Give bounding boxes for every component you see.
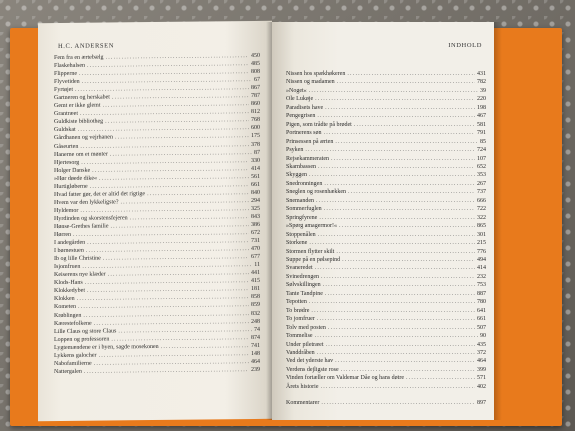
entry-title: Tepotten [286,299,307,306]
entry-title: Kometen [54,304,76,311]
entry-title: Fyrtøjet [54,87,73,94]
entry-page-number: 431 [477,71,486,77]
contents-entry [286,78,486,86]
right-contents-list [286,70,486,408]
entry-title: Snemanden [286,197,314,204]
entry-page-number: 232 [477,273,486,280]
entry-title: Ib og lille Christine [54,255,101,263]
contents-entry [286,163,486,171]
contents-entry [286,155,486,163]
contents-entry [286,171,486,179]
entry-page-number: 87 [254,149,260,156]
leader-dots [325,290,475,298]
entry-page-number: 39 [480,87,486,94]
entry-title: Guldskat [54,127,76,134]
leader-dots [335,138,478,146]
entry-title: Gemt er ikke glemt [54,102,101,110]
entry-title: Hurtigløberne [54,183,88,190]
leader-dots [311,307,475,315]
entry-page-number: 867 [251,85,260,92]
entry-page-number: 641 [477,307,486,314]
entry-page-number: 198 [477,104,486,111]
leader-dots [319,214,475,222]
leader-dots [315,264,475,272]
leader-dots [324,180,475,188]
entry-page-number: 661 [251,181,260,188]
entry-title: To jomfruer [286,316,315,323]
entry-title: Paradisets have [286,104,324,111]
leader-dots [316,197,475,205]
leader-dots [339,222,475,230]
entry-page-number: 737 [477,189,486,196]
entry-title: Lykkens galocher [54,352,97,359]
entry-title: Portnerens søn [286,130,322,137]
entry-page-number: 11 [254,262,260,269]
entry-title: Nissen og madamen [286,79,335,86]
contents-entry [54,366,260,376]
contents-entry [286,138,486,146]
entry-page-number: 148 [251,350,260,357]
entry-title: Rejsekammeraten [286,155,329,162]
contents-entry [286,324,486,332]
entry-page-number: 768 [251,117,260,124]
entry-page-number: 661 [477,316,486,323]
entry-page-number: 581 [477,121,486,128]
leader-dots [305,146,475,154]
contents-entry [286,87,486,95]
entry-page-number: 470 [251,246,260,253]
entry-title: Årets historie [286,383,319,390]
entry-page-number: 294 [251,197,260,204]
entry-title: Vinden fortæller om Valdemar Dåe og hans døtre [286,375,404,382]
entry-page-number: 887 [477,290,486,297]
entry-page-number: 731 [251,237,260,245]
leader-dots [309,298,475,306]
leader-dots [335,357,475,365]
entry-title: Klokkedybet [54,288,85,295]
leader-dots [354,121,475,129]
leader-dots [317,315,475,323]
entry-title: Nattergalen [54,368,82,375]
entry-title: Tolv med posten [286,324,326,331]
entry-title: Hjertesorg [54,159,80,166]
entry-page-number: 372 [477,349,486,356]
contents-entry [286,205,486,213]
entry-title: Vanddråben [286,349,315,356]
entry-page-number: 215 [477,240,486,247]
contents-entry [286,315,486,323]
contents-entry [286,349,486,357]
contents-entry [286,95,486,103]
entry-title: Pigen, som trådte på brødet [286,121,352,128]
entry-page-number: 722 [477,206,486,213]
entry-title: Keiserens nye klæder [54,271,106,279]
entry-page-number: 107 [477,155,486,162]
contents-entry [286,357,486,365]
entry-title: Isjomfruen [54,264,81,271]
entry-title: Springfyrene [286,214,318,221]
commentary-entry [286,399,486,407]
contents-entry [286,332,486,340]
leader-dots [317,112,475,120]
leader-dots [317,349,475,357]
entry-title: Ved det yderste hav [286,358,334,365]
leader-dots [347,70,475,78]
entry-page-number: 301 [477,231,486,238]
entry-title: »Noget« [286,87,307,94]
entry-page-number: 860 [251,101,260,108]
entry-title: Klokken [54,296,75,303]
entry-page-number: 322 [477,214,486,221]
entry-title: Skarnbassen [286,163,316,170]
entry-title: Flyvetiden [54,78,80,86]
entry-page-number: 858 [251,294,260,301]
entry-title: Tante Tandpine [286,290,323,297]
contents-entry [286,383,486,391]
entry-page-number: 897 [477,400,486,407]
contents-entry [286,298,486,306]
entry-title: Lille Claus og store Claus [54,327,117,335]
leader-dots [325,104,475,112]
entry-page-number: 378 [251,141,260,148]
right-page-header: INDHOLD [448,42,482,49]
entry-title: Suppe på en pølsepind [286,256,341,263]
entry-title: Nabofamilierne [54,360,92,367]
entry-page-number: 571 [477,375,486,382]
contents-entry [286,188,486,196]
entry-page-number: 220 [477,96,486,103]
leader-dots [324,205,475,213]
entry-page-number: 874 [251,334,260,341]
entry-title: Kærestefolkene [54,320,92,327]
entry-title: Nissen hos spækhøkeren [286,71,346,77]
entry-page-number: 464 [477,358,486,365]
entry-title: Psyken [286,147,304,154]
entry-page-number: 840 [251,189,260,196]
entry-page-number: 753 [477,282,486,289]
entry-title: »Hør døede dike« [54,175,97,182]
entry-page-number: 67 [254,77,260,84]
page-edge-shadow [494,22,502,420]
entry-page-number: 464 [251,358,260,365]
left-page [38,21,272,421]
contents-entry [286,129,486,137]
contents-entry [286,290,486,298]
entry-page-number: 832 [251,310,260,317]
entry-page-number: 85 [480,138,486,145]
leader-dots [321,273,475,281]
entry-title: Svinedrengen [286,273,319,280]
entry-title: Fem fra en ærtebælg [54,54,104,62]
contents-entry [286,239,486,247]
left-contents-list [54,52,260,376]
leader-dots [331,155,475,163]
entry-title: I børnestuen [54,247,84,255]
contents-entry [286,281,486,289]
leader-dots [348,188,475,196]
entry-title: Gåseurten [54,143,79,150]
entry-title: Prinsessen på ærten [286,138,334,145]
entry-page-number: 600 [251,125,260,132]
entry-page-number: 386 [251,221,260,228]
leader-dots [342,256,475,264]
contents-entry [286,214,486,222]
entry-title: Loppen og professoren [54,336,110,343]
entry-title: Gartneren og herskabet [54,94,110,102]
entry-page-number: 843 [251,213,260,220]
entry-page-number: 652 [477,163,486,170]
leader-dots [315,332,478,340]
entry-title: Stormen flytter skilt [286,248,335,255]
leader-dots [315,95,475,103]
leader-dots [321,383,476,391]
entry-page-number: 787 [251,93,260,100]
entry-page-number: 494 [477,256,486,263]
entry-page-number: 441 [251,270,260,277]
entry-page-number: 239 [251,366,260,373]
entry-title: Lygtemændene er i byen, sagde mosekonen [54,343,159,351]
entry-title: Hønse-Grethes familie [54,223,109,231]
entry-page-number: 780 [477,299,486,306]
entry-page-number: 353 [477,172,486,179]
entry-title: To brødre [286,307,310,314]
entry-page-number: 672 [251,229,260,237]
entry-title: Sommerfuglen [286,206,322,213]
entry-page-number: 414 [477,265,486,272]
entry-page-number: 74 [254,326,260,333]
entry-title: Grantræet [54,111,78,118]
contents-entry [286,231,486,239]
entry-page-number: 415 [251,278,260,285]
list-gap [286,391,486,399]
entry-page-number: 776 [477,248,486,255]
leader-dots [406,374,475,382]
leader-dots [341,366,475,374]
contents-entry [286,264,486,272]
leader-dots [337,78,475,86]
leader-dots [321,399,475,407]
entry-page-number: 812 [251,109,260,116]
entry-page-number: 782 [477,79,486,86]
contents-entry [286,146,486,154]
contents-entry [286,112,486,120]
entry-page-number: 248 [251,318,260,325]
entry-page-number: 865 [477,223,486,230]
entry-title: Under piletræet [286,341,324,348]
entry-title: Flipperne [54,70,77,78]
entry-page-number: 267 [477,180,486,187]
entry-page-number: 677 [251,254,260,261]
entry-page-number: 90 [480,333,486,340]
entry-page-number: 791 [477,130,486,137]
right-page [272,22,494,420]
contents-entry [286,366,486,374]
entry-page-number: 859 [251,302,260,309]
entry-title: Hyrdinden og skorstensfejeren [54,215,128,222]
entry-title: Ole Lukøje [286,96,314,103]
entry-page-number: 485 [251,60,260,68]
entry-title: Stoppenålen [286,231,316,238]
contents-entry [286,273,486,281]
leader-dots [324,129,476,137]
entry-page-number: 181 [251,286,260,293]
entry-title: Klods-Hans [54,280,83,287]
contents-entry [286,341,486,349]
entry-title: Svaneredet [286,265,313,272]
contents-entry [286,222,486,230]
entry-title: Tommelise [286,333,313,340]
leader-dots [309,239,475,247]
left-page-header: H.C. ANDERSEN [58,42,115,51]
entry-title: Verdens dejligste rose [286,366,339,373]
contents-entry [286,104,486,112]
entry-title: Krøblingen [54,312,82,319]
entry-page-number: 435 [477,341,486,348]
entry-page-number: 414 [251,165,260,172]
entry-title: Holger Danske [54,167,91,174]
leader-dots [84,366,249,376]
entry-page-number: 561 [251,173,260,180]
entry-page-number: 330 [251,157,260,164]
entry-page-number: 808 [251,68,260,76]
entry-title: Pengegrisen [286,113,316,120]
entry-title: »Spørg amagermor!« [286,223,338,230]
contents-entry [286,256,486,264]
leader-dots [336,248,475,256]
leader-dots [309,87,478,95]
leader-dots [318,163,475,171]
leader-dots [328,324,475,332]
entry-page-number: 467 [477,113,486,120]
entry-title: Hanerne om et mønter [54,151,108,158]
entry-title: Sølvskillingen [286,282,321,289]
entry-title: Hvem var den lykkeligste? [54,199,119,206]
entry-title: Snedronningen [286,180,323,187]
entry-page-number: 741 [251,342,260,349]
contents-entry [286,374,486,382]
entry-title: Hvad fatter gør, det er altid det rigtige [54,190,146,198]
entry-page-number: 175 [251,133,260,140]
entry-title: I andegården [54,239,86,247]
entry-title: Skyggen [286,172,307,179]
contents-entry [286,197,486,205]
leader-dots [309,171,475,179]
entry-title: Guldkiste bibliotheg [54,118,104,126]
contents-entry [286,70,486,78]
entry-title: Hørren [54,231,71,239]
leader-dots [318,231,475,239]
entry-title: Hyldemor [54,207,79,214]
leader-dots [323,281,475,289]
entry-title: Kommentarer [286,400,320,407]
contents-entry [286,180,486,188]
entry-page-number: 724 [477,147,486,154]
contents-entry [286,248,486,256]
entry-page-number: 450 [251,52,260,59]
entry-page-number: 666 [477,197,486,204]
entry-title: Flaskehalsen [54,62,85,70]
entry-page-number: 507 [477,324,486,331]
contents-entry [286,307,486,315]
entry-page-number: 399 [477,366,486,373]
leader-dots [326,341,476,349]
entry-page-number: 325 [251,205,260,212]
entry-page-number: 402 [477,383,486,390]
contents-entry [286,121,486,129]
entry-title: Sneglen og rosenhækken [286,189,346,196]
entry-title: Gårdhanen og vejrhanen [54,134,113,142]
entry-title: Storkene [286,240,308,247]
